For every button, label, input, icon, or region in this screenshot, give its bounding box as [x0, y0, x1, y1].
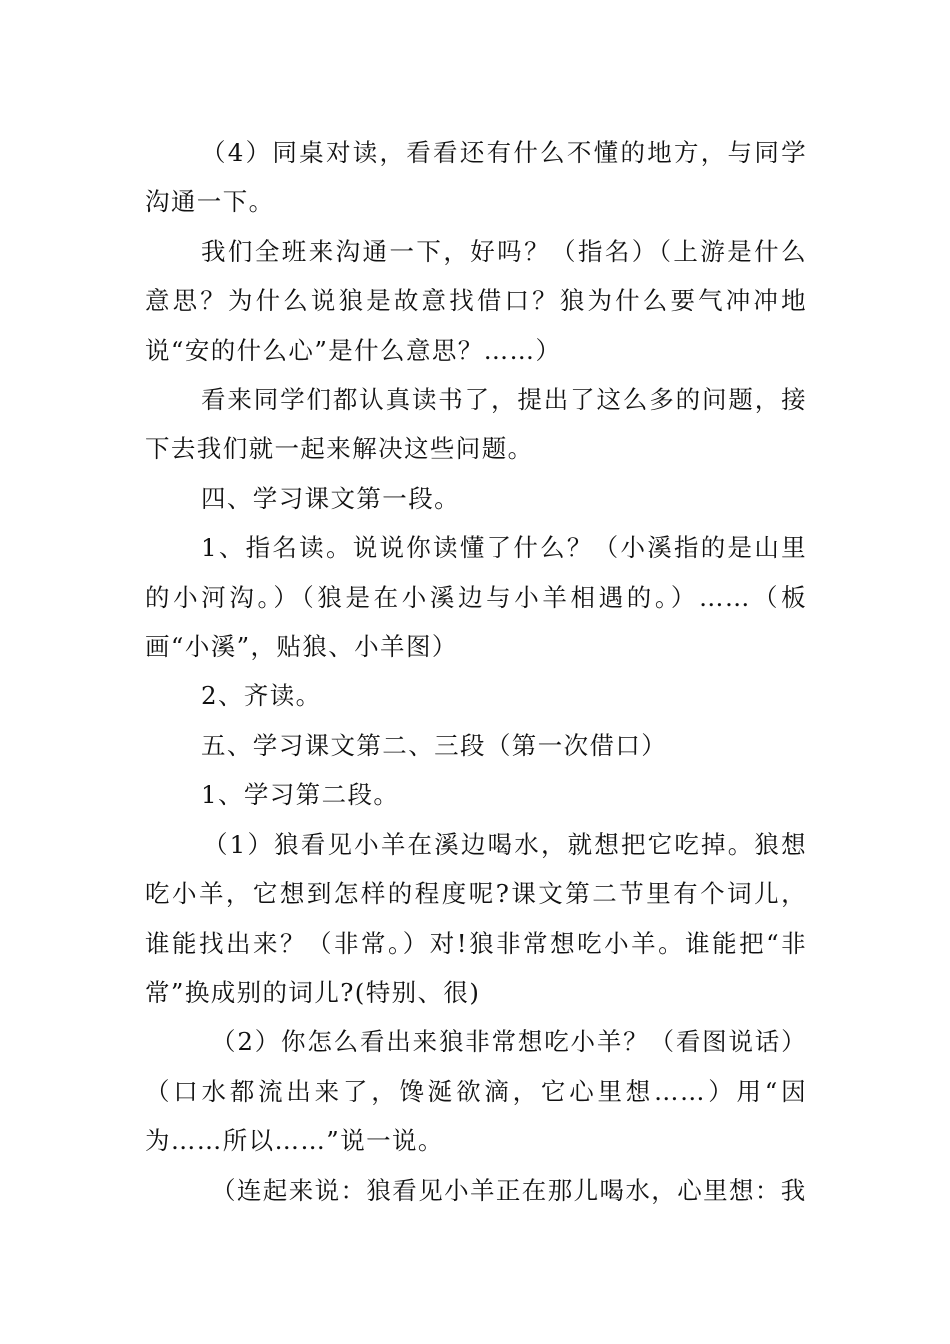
heading-section-four: 四、学习课文第一段。 [201, 483, 460, 513]
paragraph-group-reading: 2、齐读。 [201, 681, 322, 711]
paragraph-solve-questions: 看来同学们都认真读书了，提出了这么多的问题，接下去我们就一起来解决这些问题。 [145, 385, 807, 464]
document-body [145, 128, 807, 1215]
paragraph-combined-speaking: （连起来说：狼看见小羊正在那儿喝水，心里想：我 [211, 1175, 807, 1205]
paragraph-how-to-tell: （2）你怎么看出来狼非常想吃小羊？（看图说话）（口水都流出来了，馋涎欲滴，它心里想……）用“因为……所以……”说一说。 [145, 1027, 807, 1156]
paragraph-named-reading: 1、指名读。说说你读懂了什么？（小溪指的是山里的小河沟。）（狼是在小溪边与小羊相遇的。）……（板画“小溪”，贴狼、小羊图） [145, 533, 807, 662]
heading-section-five: 五、学习课文第二、三段（第一次借口） [201, 730, 668, 760]
paragraph-class-discussion: 我们全班来沟通一下，好吗？（指名）（上游是什么意思？为什么说狼是故意找借口？狼为什么要气冲冲地说“安的什么心”是什么意思？……） [145, 236, 807, 365]
paragraph-wolf-wants-lamb: （1）狼看见小羊在溪边喝水，就想把它吃掉。狼想吃小羊，它想到怎样的程度呢?课文第二节里有个词儿，谁能找出来？（非常。）对!狼非常想吃小羊。谁能把“非常”换成别的词儿?(特别、很) [145, 829, 807, 1007]
paragraph-deskmate-reading: （4）同桌对读，看看还有什么不懂的地方，与同学沟通一下。 [145, 138, 807, 217]
heading-study-second-paragraph: 1、学习第二段。 [201, 780, 400, 810]
